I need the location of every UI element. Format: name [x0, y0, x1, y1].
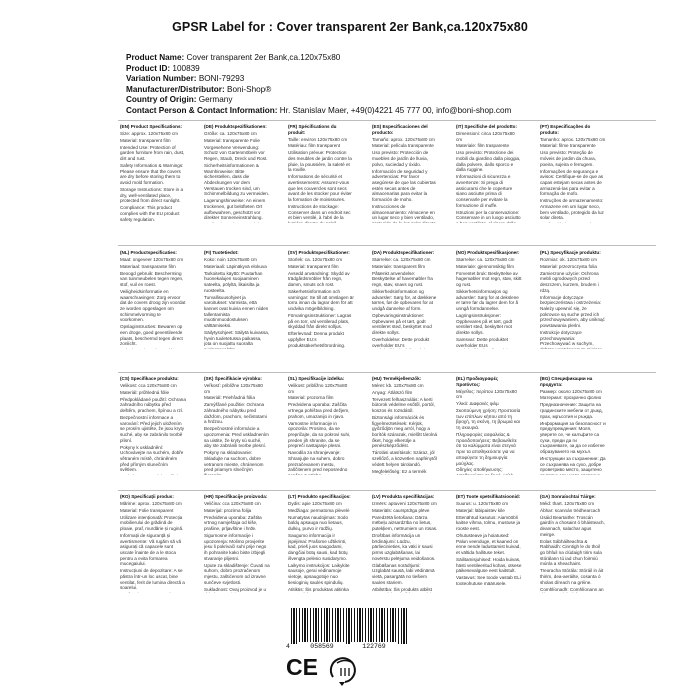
spec-line: Οδηγίες αποθήκευσης:	[456, 467, 503, 473]
spec-line: Medžiaga: permatoma plėvelė	[288, 507, 350, 513]
spec-line: Material: transparent film	[288, 263, 339, 269]
spec-block-title: (BG) Спецификации на продукта:	[540, 376, 593, 387]
manufacturer-row	[126, 85, 646, 96]
spec-block	[372, 494, 438, 593]
spec-line: Atbilstība: Šis produkts atbilst	[372, 586, 433, 592]
spec-line: Предназначение: Защита на градинските мебели от дъжд, прах, мръсотия и ръжда.	[540, 402, 603, 419]
disposal-symbol-icon	[325, 650, 365, 688]
spec-line: Veiligheidsinformatie en waarschuwingen: Zorg ervoor dat de covers droog zijn voordat ze worden opgeslagen om schimmelvorming te voorkomen.	[120, 288, 186, 323]
spec-line: Atitiktis: Šis produktas atitinka	[288, 586, 349, 592]
spec-line: Lagerungshinweise: An einem trockenen, gut belüfteten Ort aufbewahren, geschützt vor direkter Sonneneinstrahlung.	[204, 198, 266, 221]
spec-block	[372, 376, 438, 475]
spec-line: Sicherheitsinformationen & Warnhinweise: Bitte sicherstellen, dass die Abdeckungen vor dem Verstauen trocken sind, um Schimmelbildung zu vermeiden.	[204, 162, 270, 197]
spec-line: Matériau: film transparent	[288, 143, 341, 149]
spec-line: Rozmiar: ok. 120x75x80 cm	[540, 256, 597, 262]
spec-block	[204, 250, 270, 349]
spec-block	[288, 250, 354, 349]
spec-block	[540, 494, 606, 593]
spec-line: Material: filme transparente	[540, 143, 596, 149]
spec-line: Intended Use: Protection of garden furniture from rain, dust, dirt and rust.	[120, 144, 185, 162]
country-row	[126, 95, 646, 106]
contact-row	[126, 106, 646, 117]
spec-line: Sikkerhetsinformasjon og advarsler: Sørg for at dekslene er tørre før du lagrer dem for å unngå formdannelse.	[456, 288, 519, 312]
spec-line	[204, 222, 270, 223]
spec-line: Instructions de stockage: Conserver dans un endroit sec et bien ventilé, à l'abri de la	[288, 204, 351, 221]
spec-line: Veľkosť: približne 120x75x80 cm	[204, 382, 263, 394]
spec-line: Materiál: Priehľadná fólia	[204, 395, 255, 401]
spec-line: Utilizare intenționată: Protecția mobilierului de grădină de ploaie, praf, murdărie și rugină.	[120, 514, 184, 532]
spec-line: Comhlíonadh: Comhlíonann an	[540, 586, 604, 592]
spec-line: Opbevaringsinstruktioner: Opbevares på et tørt, godt ventileret sted, beskyttet mod direkte sollys.	[372, 312, 432, 336]
spec-line: Materiál: průhledná fólie	[120, 389, 170, 395]
spec-line: Materiaal: transparante film	[120, 263, 176, 269]
spec-block-title: (SK) Špecifikácie výrobku:	[204, 376, 262, 381]
spec-line: Dimensioni: circa 120x75x80 cm	[456, 130, 515, 142]
spec-block	[120, 376, 186, 475]
spec-line: Σκοπούμενη χρήση: Προστασία των επίπλων κήπου από τη βροχή, τη σκόνη, τη βρωμιά και τη σκουριά.	[456, 408, 521, 431]
variation-number-value: BONI-79293	[198, 74, 245, 84]
spec-line: Sigurnosne informacije i upozorenja: Molimo provjerite jesu li pokrivači suhi prije nego ih pohranite kako biste izbjegli stvaranje plijesni.	[204, 532, 267, 561]
spec-line: Saugumo informacija ir įspėjimai: Prašome užtikrinti, kad, prieš juos saugodami, dangčiai būtų sausi, kad būtų išvengta pelėsio susidarymo.	[288, 532, 348, 561]
country-label: Country of Origin:	[126, 95, 197, 105]
spec-block-title: (HR) Specifikacije proizvoda:	[204, 494, 268, 499]
spec-line	[540, 222, 606, 223]
spec-block-title: (NO) Produktspesifikasjoner:	[456, 250, 520, 255]
spec-line: Bezpečnostní informace a varování: Před jejich uložením se prosím ujistěte, že jsou kryty suché, aby se zabránilo tvorbě plísní.	[120, 414, 185, 443]
spec-line: Instrucțiuni de depozitare: A se păstra într-un loc uscat, bine ventilat, ferit de lumina directă a soarelui.	[120, 568, 185, 591]
spec-line: Μέγεθος: περίπου 120x75x80 cm	[456, 388, 517, 400]
spec-line: Overholdelse: Dette produkt overholder EU's	[372, 336, 430, 348]
spec-line: Ettenähtud kasutus: Aiamööbli kaitse vihma, tolmu, mustuse ja rooste eest.	[456, 514, 521, 532]
spec-line: Størrelse: ca. 120x75x80 cm	[456, 256, 515, 262]
spec-line: Informazioni di sicurezza e avvertenze: Si prega di assicurarsi che le coperture siano asciutte prima di conservarle per evitare la formazione di muffe.	[456, 174, 513, 208]
spec-block-title: (DA) Produktspecifikationer:	[372, 250, 435, 255]
spec-line: Информация за безопасност и предупреждения: Моля, уверете се, че калъфите са сухи, преди да ги съхранявате, за да се избегне образуването на мухъл.	[540, 420, 606, 455]
spec-line: Navodila za shranjevanje: Shranjujte na suhem, dobro prezračevanem mestu, zaščitenem pred neposredno	[288, 450, 348, 473]
spec-block-title: (SV) Produktspecifikationer:	[288, 250, 350, 255]
spec-line: Paredzētā lietošana: Dārza mēbeļu aizsardzība no lietus, putekļiem, netīrumiem un rūsas.	[372, 514, 438, 532]
spec-block	[456, 376, 522, 475]
spec-line: Taille: environ 120x75x80 cm	[288, 136, 348, 142]
spec-line: Υλικό: Διαφανές φιλμ	[456, 401, 499, 407]
spec-line: Glabāšanas norādījumi: Uzglabāt sausā, labi vēdināmā vietā, pasargātā no tiešiem saules stariem.	[372, 562, 435, 585]
spec-line: Velikost: približno 120x75x80 cm	[288, 382, 348, 394]
spec-line: Laikymo instrukcijos: Laikykite sausoje, gerai vėdinamoje vietoje, apsaugotoje nuo tiesioginių saulės spindulių.	[288, 562, 350, 585]
spec-line: Safety Information & Warnings: Please ensure that the covers are dry before storing them to avoid mold formation.	[120, 162, 184, 186]
spec-line: Utilisation prévue: Protection des meubles de jardin contre la pluie, la poussière, la saleté et la rouille.	[288, 150, 352, 173]
spec-line: Beoogd gebruik: Bescherming van tuinmeubelen tegen regen, stof, vuil en roest.	[120, 270, 184, 288]
spec-block-title: (CS) Specifikace produktu:	[120, 376, 179, 381]
variation-number-row	[126, 74, 646, 85]
barcode-bars	[291, 608, 409, 644]
spec-line: Úsáid Beartaithe: Troscán gairdín a chosaint ó bháisteach, deannach, salachar agus meirge.	[540, 514, 605, 537]
barcode-digits-right: 122769	[351, 642, 397, 651]
product-name-label: Product Name:	[126, 53, 185, 62]
spec-line: Размер: около 120x75x80 cm	[540, 388, 602, 394]
spec-line: Koko: noin 120x75x80 cm	[204, 256, 257, 262]
spec-block-title: (NL) Productspecificaties:	[120, 250, 177, 255]
spec-block	[540, 250, 606, 349]
spec-block	[204, 124, 270, 223]
spec-line: Ábhar: scannán trédhearcach	[540, 507, 601, 513]
spec-block	[372, 124, 438, 223]
spec-block	[456, 250, 522, 349]
spec-line: Materiale: transparent film	[372, 263, 426, 269]
spec-line: Efterlevnad: Denna produkt uppfyller EU:s produktsäkerhetsförordning.	[288, 331, 346, 348]
spec-block-title: (ES) Especificaciones del producto:	[372, 124, 428, 135]
spec-line: Materiāls: caurspīdīga plēve	[372, 507, 430, 513]
product-name-value: Cover transparent 2er Bank,ca.120x75x80	[186, 53, 341, 62]
product-id-row	[126, 64, 646, 75]
divider	[118, 120, 656, 121]
spec-block-title: (GA) Sonraíochtaí Táirge:	[540, 494, 596, 499]
manufacturer-label: Manufacturer/Distributor:	[126, 84, 225, 94]
spec-line: Informações de segurança e avisos: Certifique-se de que as capas estejam secas antes de armazená-las para evitar a formação de mofo.	[540, 168, 604, 197]
divider	[118, 245, 656, 246]
spec-line: Størrelse: ca. 120x75x80 cm	[372, 256, 431, 262]
spec-block	[540, 376, 606, 475]
spec-line: Istruzioni per la conservazione: Conservare in un luogo asciutto	[456, 209, 521, 221]
spec-line: Instruções de armazenamento: Armazene em um lugar seco, bem ventilado, protegido da luz solar direta.	[540, 198, 604, 221]
spec-line: Velikost: cca 120x75x80 cm	[120, 382, 177, 388]
spec-block	[288, 124, 354, 223]
spec-line: Pokyny k uskladnění: Uchovávejte na suchém, dobře větraném místě, chráněném před přímým slunečním světlem.	[120, 444, 184, 473]
spec-block-title: (LT) Produkto specifikacijos:	[288, 494, 351, 499]
spec-line: Größe: ca. 120x75x80 cm	[204, 130, 257, 136]
spec-line: Sukladnost: Ovaj proizvod je u	[204, 586, 267, 592]
spec-line: Material: transparent film	[120, 137, 171, 143]
spec-line: Forventet bruk: Beskyttelse av hagemøbler mot regn, støv, skitt og rust.	[456, 270, 522, 288]
spec-line: Tervezett felhasználás: A kerti bútorok védelme esőtől, portól, koszos és rozsdától.	[372, 396, 435, 414]
spec-line: Samsvar: Dette produktet overholder EUs	[456, 336, 509, 348]
spec-block	[288, 494, 354, 593]
spec-block-title: (ET) Toote spetsifikatsioonid:	[456, 494, 521, 499]
spec-block-title: (PT) Especificações do produto:	[540, 124, 591, 135]
product-id-label: Product ID:	[126, 63, 171, 73]
spec-line: Treoracha Stórála: Stóráil in áit thirim, dea-aeráilte, cosanta ó sholas díreach na gréine.	[540, 568, 604, 585]
spec-block-title: (HU) Termékjellemzők:	[372, 376, 422, 381]
spec-line: Instrukcje dotyczące przechowywania: Przechowywać w suchym,	[540, 330, 594, 347]
spec-line: Tarkoitettu käyttö: Puutarhan huonekalujen suojaaminen sateelta, pölyltä, likaisilta ja ruosteelta.	[204, 270, 263, 293]
spec-line: Materiał: przezroczysta folia	[540, 263, 597, 269]
spec-line: Material: Folie transparent	[120, 507, 174, 513]
spec-line: Uso previsto: Proteção de móveis de jardim da chuva, poeira, sujeira e ferrugem.	[540, 150, 596, 167]
spec-line: Zamýšľané použitie: Ochrana záhradného nábytku pred dažďom, prachom, nečistotami a hrdzou.	[204, 402, 267, 425]
spec-line: Zamierzone użycie: Ochrona mebli ogrodowych przed deszczem, kurzem, brudem i rdzą.	[540, 270, 599, 293]
spec-block-title: (PL) Specyfikacje produktu:	[540, 250, 601, 255]
spec-line: Bezpečnostné informácie a upozornenia: Pred uskladnením sa uistite, že kryty sú suché, aby ste zabránili tvorbe plesní.	[204, 426, 269, 449]
spec-block	[120, 494, 186, 593]
spec-line: Megfelelőség: Ez a termék	[372, 468, 427, 474]
spec-line: Size: approx. 120x75x80 cm	[120, 130, 178, 136]
page-title: GPSR Label for : Cover transparent 2er Bank,ca.120x75x80	[172, 20, 528, 34]
spec-line: Opslaginstructies: Bewaren op een droge, goed geventileerde plaats, beschermd tegen direct zonlicht.	[120, 324, 183, 347]
ce-mark-icon	[283, 653, 321, 681]
spec-line: Avsedd användning: Skydd av trädgårdsmöbler från regn, damm, smuts och rost.	[288, 270, 350, 288]
spec-block-title: (FR) Spécifications du produit:	[288, 124, 337, 135]
spec-line: Storage Instructions: Store in a dry, well-ventilated place, protected from direct sunlight.	[120, 186, 184, 204]
spec-line: Uso previsto: Protección de muebles de jardín de lluvia, polvo, suciedad y óxido.	[372, 150, 429, 167]
spec-block	[204, 494, 270, 593]
spec-line: Πληροφορίες ασφαλείας & προειδοποιήσεις: Βεβαιωθείτε ότι τα καλύμματα είναι στεγνά πριν τα αποθηκεύσετε για να αποφύγετε τη δημιουργία μούχλας.	[456, 432, 517, 466]
spec-line: Pokyny na skladovanie: Skladujte na suchom, dobre vetranom mieste, chránenom pred priamym slnečným	[204, 450, 264, 473]
spec-line: Materiaali: Läpinäkyvä elokuva	[204, 263, 267, 269]
spec-line: Informations de sécurité et avertissements: Assurez-vous que les couvercles sont secs avant de les stocker pour éviter la formation de moisissures.	[288, 174, 352, 203]
ce-mark-text: CE	[286, 654, 318, 680]
spec-line	[120, 348, 186, 349]
spec-line: Dydis: apie 120x75x80 cm	[288, 500, 342, 506]
divider	[118, 490, 656, 491]
spec-line: Suurus: u. 120x75x80 cm	[456, 500, 509, 506]
contact-value: Hr. Stanislav Maer, +49(0)4221 45 777 00, info@boni-shop.com	[279, 105, 512, 115]
spec-line: Varnostne informacije in opozorila: Prosimo, da se prepričajte, da so pokrovi suhi, preden jih shranite, da se prepreči nastajanje plesni.	[288, 420, 351, 449]
spec-line: Tamanho: aprox. 120x75x80 cm	[540, 136, 606, 142]
spec-line: Predvidena uporaba: Zaščita vrtnega pohištva pred dežjem, prahom, umazanijo in rjavo.	[288, 402, 350, 419]
spec-line: Información de seguridad y advertencias: Por favor asegúrese de que las cubiertas estén secas antes de almacenarlas para evitar la formación de moho.	[372, 168, 436, 203]
spec-line: Materijal: prozirna folija	[204, 507, 252, 513]
spec-block	[288, 376, 354, 475]
product-id-value: 100839	[172, 63, 200, 73]
spec-line: Drošības informācija un brīdinājumi: Lūdzu, pārliecinieties, ka vāki ir sausi pirms uzglabāšanas, lai novērstu pelējuma veidošanos.	[372, 532, 436, 561]
spec-line: Maat: ongeveer 120x75x80 cm	[120, 256, 184, 262]
spec-line: Veličina: cca 120x75x80 cm	[204, 500, 261, 506]
spec-line: Lagringsinstruksjoner: Oppbevares på et tørt, godt ventilert sted, beskyttet mot direkte sollys.	[456, 312, 513, 336]
spec-line: Numatytas naudojimas: Sodo baldų apsauga nuo lietaus, dulkių, purvo ir rūdžių.	[288, 514, 349, 532]
spec-block-title: (RO) Specificații produs:	[120, 494, 174, 499]
spec-line: Материал: прозрачно фолио	[540, 395, 602, 401]
spec-line	[120, 474, 186, 475]
spec-line: Izmērs: aptuveni 120x75x80 cm	[372, 500, 437, 506]
spec-line: Predviđena uporaba: Zaštita vrtnog namještaja od kiše, prašine, prljavštine i hrđe.	[204, 514, 262, 532]
spec-block	[456, 494, 522, 593]
variation-number-label: Variation Number:	[126, 74, 197, 84]
spec-block	[456, 124, 522, 223]
spec-line: Material: transparente Folie	[204, 137, 260, 143]
spec-block	[540, 124, 606, 223]
divider	[118, 372, 656, 373]
spec-line: Ohutusteave ja hoiatused: Palun veenduge, et kaaned on enne nende ladustamist kuivad, et vältida hallituse teket.	[456, 532, 521, 556]
country-value: Germany	[198, 95, 233, 105]
product-name-row	[126, 53, 646, 64]
spec-line: Sikkerhedsinformation og advarsler: Sørg for, at dækkene tørres, før de opbevares for at undgå dannelse af form.	[372, 288, 437, 312]
spec-line: Säilitamisjuhised: Hoida kuivas, hästi ventileeritud kohas, otsese päikesevalguse eest kaitstult.	[456, 556, 522, 574]
spec-line: Turvallisuusohjeet ja varoitukset: Varmista, että kannet ovat kuivia ennen niiden tallentamista muotinmuodostuksen välttämiseksi.	[204, 294, 269, 329]
spec-line: Mărime: aprox. 120x75x80 cm	[120, 500, 182, 506]
spec-block-title: (IT) Specifiche del prodotto:	[456, 124, 517, 129]
product-info	[126, 53, 646, 117]
spec-line: Informacje dotyczące bezpieczeństwa i ostrzeżenia: Należy upewnić się, że pokrowce są suche przed ich przechowywaniem, aby uniknąć powstawania pleśni.	[540, 294, 605, 329]
spec-line: Compliance: This product complies with the EU product safety regulation.	[120, 205, 180, 222]
ean-barcode	[285, 608, 409, 648]
spec-line: Upute za skladištenje: Čuvati na suhom, dobro prozračenom mjestu, zaštićenom od izravne sunčeve svjetlosti.	[204, 562, 270, 585]
spec-line: Förvaringsinstruktioner: Lagras på en torr, väl ventilerad plats, skyddad från direkt solljus.	[288, 312, 352, 330]
spec-line: Materiale: gjennomsiktig film	[456, 263, 514, 269]
spec-line: Vastavus: See toode vastab ELi tooteohutuse määrusele.	[456, 575, 521, 586]
spec-line: Material: película transparente	[372, 143, 434, 149]
spec-line: Biztonsági információk és figyelmeztetések: Kérjük, győződjön meg arról, hogy a borítók szárazak, mielőtt tárolná őket, hogy elkerülje a penészképződést.	[372, 414, 438, 449]
spec-line: Vorgesehene Verwendung: Schutz von Gartenmöbeln vor Regen, Staub, Dreck und Rost.	[204, 144, 268, 162]
spec-line: Uso previsto: Protezione dei mobili da giardino dalla pioggia, dalla polvere, dallo sporco e dalla ruggine.	[456, 150, 521, 173]
spec-block-title: (SL) Specifikacije izdelka:	[288, 376, 345, 381]
spec-block-title: (FI) Tuotetiedot:	[204, 250, 239, 255]
spec-block	[120, 124, 186, 223]
spec-line: Säilytysohjeet: Säilytä kuivassa, hyvin tuuletetussa paikassa, jota on suojattu suoralta	[204, 330, 270, 347]
manufacturer-value: Boni-Shop®	[227, 84, 272, 94]
spec-block-title: (DE) Produktspezifikationen:	[204, 124, 267, 129]
spec-line: Eolas Sábháilteachta & Rabhaidh: Cinntigh le do thoil go bhfuil na clúdaigh tirim sula stórálann tú iad chun foirmiú múnla a sheachaint.	[540, 538, 602, 567]
spec-line: Méid: thart. 120x75x80 cm	[540, 500, 595, 506]
spec-block-title: (EN) Product Specifications:	[120, 124, 183, 129]
spec-line: Material: prozorna film	[288, 395, 334, 401]
spec-line: Storlek: ca. 120x75x80 cm	[288, 256, 343, 262]
spec-line: Инструкции за съхранение: Да се съхранява на сухо, добре проветриво място, защитено	[540, 456, 606, 473]
spec-line	[120, 592, 186, 593]
spec-line: Instrucciones de almacenamiento: Almacene en un lugar seco y bien ventilado,	[372, 204, 435, 221]
spec-block	[372, 250, 438, 349]
spec-block-title: (LV) Produkta specifikācijas:	[372, 494, 435, 499]
barcode-digit-lead: 4	[286, 643, 290, 650]
spec-line: Påtænkt anvendelse: Beskyttelse af havemøbler fra regn, støv, snavs og rust.	[372, 270, 433, 288]
barcode-digits-left: 058569	[299, 642, 345, 651]
spec-line: Méret: kb. 120x75x80 cm	[372, 382, 424, 388]
spec-line: Informații de siguranță și avertismente: Vă rugăm să vă asigurați că capacele sunt uscate înainte de a le stoca pentru a evita formarea mucegaiului.	[120, 532, 182, 567]
spec-line: Materiale: film trasparente	[456, 143, 510, 149]
spec-line: Tamaño: aprox. 120x75x80 cm	[372, 136, 435, 142]
contact-label: Contact Person & Contact Information:	[126, 105, 278, 115]
spec-line: Tárolási utasítások: Száraz, jól szellőző, a közvetlen napfénytől védett helyen tárolandó.	[372, 450, 437, 467]
spec-line: Předpokládané použití: Ochrana zahradního nábytku před deštěm, prachem, špínou a rzí.	[120, 396, 186, 414]
spec-block	[120, 250, 186, 349]
spec-block	[204, 376, 270, 475]
spec-line: Anyag: Átlátszó film	[372, 389, 413, 395]
spec-block-title: (EL) Προδιαγραφές προϊόντος:	[456, 376, 499, 387]
spec-line: Materjal: läbipaistev kile	[456, 507, 505, 513]
spec-line: Säkerhetsinformation och varningar: Se till att omslagen är torra innan du lagrar dem för att undvika mögelbildning.	[288, 288, 354, 312]
